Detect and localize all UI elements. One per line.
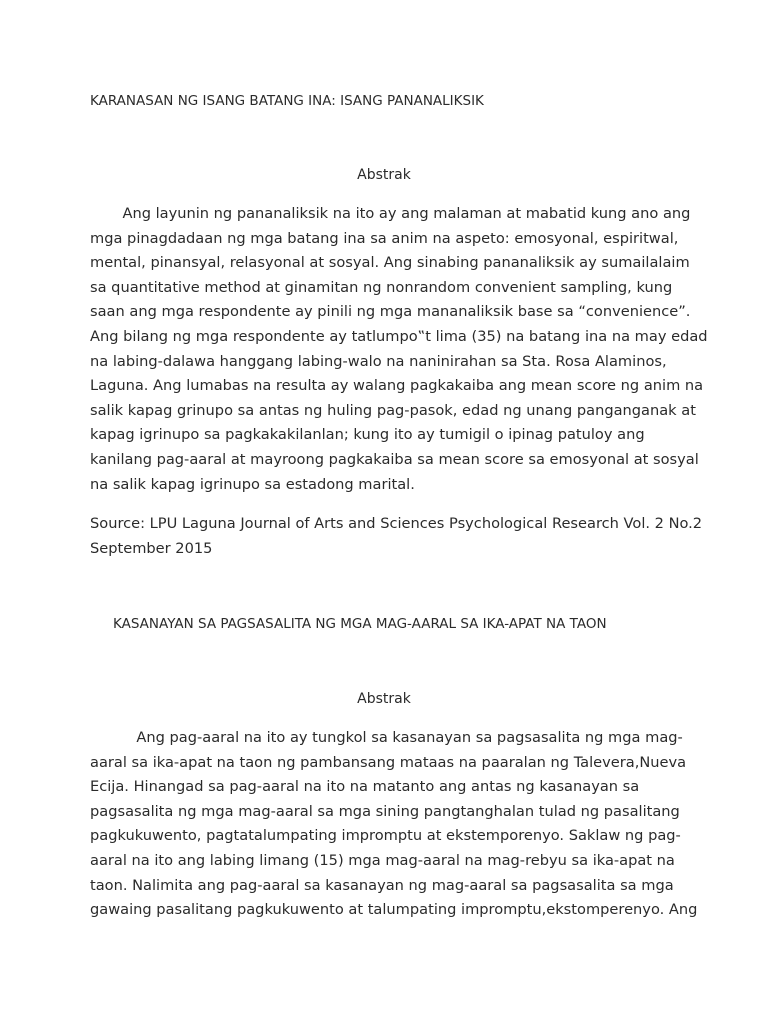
section-2-heading: Abstrak	[357, 691, 411, 707]
abstract-line: aaral na ito ang labing limang (15) mga mag-aaral na mag-rebyu sa ika-apat na	[90, 851, 675, 869]
abstract-line: gawaing pasalitang pagkukuwento at talumpating impromptu,ekstomperenyo. Ang	[90, 901, 698, 919]
abstract-line: aaral sa ika-apat na taon ng pambansang mataas na paaralan ng Talevera,Nueva	[90, 753, 687, 771]
section-1-title: KARANASAN NG ISANG BATANG INA: ISANG PANANALIKSIK	[90, 93, 484, 109]
abstract-line: kanilang pag-aaral at mayroong pagkakaiba sa mean score sa emosyonal at sosyal	[90, 450, 699, 468]
abstract-line: kapag igrinupo sa pagkakakilanlan; kung ito ay tumigil o ipinag patuloy ang	[90, 426, 645, 444]
abstract-line: saan ang mga respondente ay pinili ng mga mananaliksik base sa “convenience”.	[90, 303, 691, 321]
section-2-abstract	[90, 726, 698, 923]
abstract-line: sa quantitative method at ginamitan ng nonrandom convenient sampling, kung	[90, 278, 673, 296]
abstract-line: Ecija. Hinangad sa pag-aaral na ito na matanto ang antas ng kasanayan sa	[90, 778, 640, 796]
abstract-line: na salik kapag igrinupo sa estadong marital.	[90, 475, 415, 493]
abstract-line: pagsasalita ng mga mag-aaral sa mga sining pangtanghalan tulad ng pasalitang	[90, 802, 680, 820]
abstract-line: salik kapag grinupo sa antas ng huling pag-pasok, edad ng unang panganganak at	[90, 401, 696, 419]
source-line: Source: LPU Laguna Journal of Arts and Sciences Psychological Research Vol. 2 No.2	[90, 515, 703, 532]
source-line: September 2015	[90, 539, 213, 557]
abstract-line: Ang bilang ng mga respondente ay tatlumpo‟t lima (35) na batang ina na may edad	[90, 327, 708, 345]
abstract-line: taon. Nalimita ang pag-aaral sa kasanayan ng mag-aaral sa pagsasalita sa mga	[90, 876, 674, 894]
section-1-source	[90, 512, 703, 561]
section-1-heading: Abstrak	[357, 167, 411, 183]
abstract-line: na labing-dalawa hanggang labing-walo na naninirahan sa Sta. Rosa Alaminos,	[90, 352, 667, 370]
abstract-line: mga pinagdadaan ng mga batang ina sa anim na aspeto: emosyonal, espiritwal,	[90, 229, 679, 247]
abstract-line: Laguna. Ang lumabas na resulta ay walang pagkakaiba ang mean score ng anim na	[90, 377, 704, 395]
abstract-line: Ang layunin ng pananaliksik na ito ay ang malaman at mabatid kung ano ang	[90, 205, 691, 222]
section-2-title: KASANAYAN SA PAGSASALITA NG MGA MAG-AARAL SA IKA-APAT NA TAON	[113, 616, 607, 632]
abstract-line: pagkukuwento, pagtatalumpating impromptu at ekstemporenyo. Saklaw ng pag-	[90, 827, 681, 845]
abstract-line: mental, pinansyal, relasyonal at sosyal. Ang sinabing pananaliksik ay sumailalaim	[90, 254, 690, 272]
section-1-abstract	[90, 202, 708, 497]
abstract-line: Ang pag-aaral na ito ay tungkol sa kasanayan sa pagsasalita ng mga mag-	[90, 729, 683, 746]
